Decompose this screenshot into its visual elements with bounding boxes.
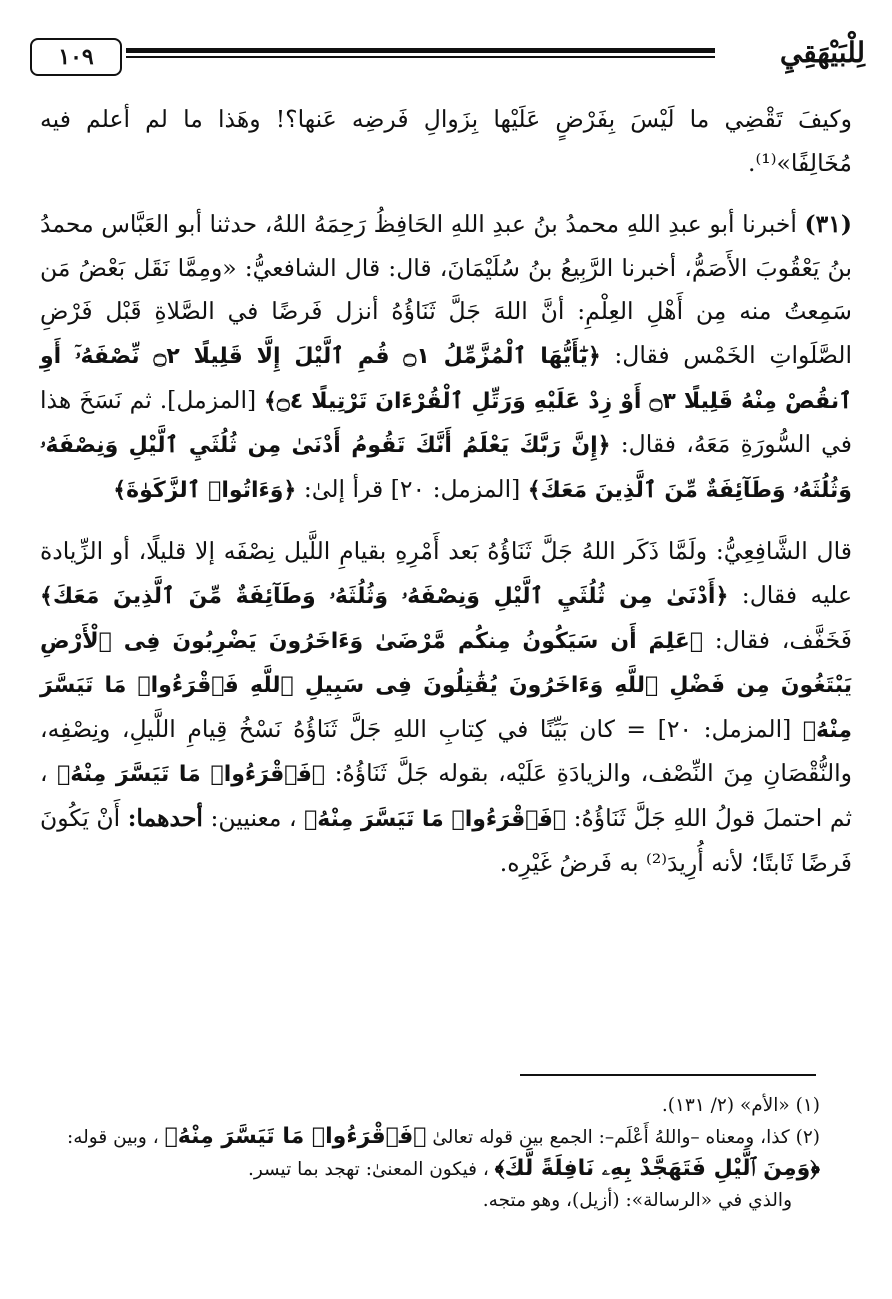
footnote-2: [40, 1121, 820, 1185]
text-run: قال الشَّافِعِيُّ: ولَمَّا ذَكَر اللهُ جَلَّ ثَنَاؤُهُ بَعد أَمْرِهِ بقيامِ اللَّيل نِصْفَه إلا قليلًا، أو الزِّيادة عليه فقال:: [40, 537, 852, 609]
bold-term: أحدهما:: [127, 803, 203, 832]
text-run: ، معنيين:: [210, 803, 297, 832]
text-run: ، وبين قوله:: [67, 1127, 159, 1148]
paragraph-2: [40, 203, 852, 512]
footnote-divider: [520, 1074, 816, 1076]
quran-verse: ﴿وَءَاتُوا۟ ٱلزَّكَوٰةَ﴾: [113, 477, 297, 503]
footnote-2-cont: والذي في «الرسالة»: (أزيل)، وهو متجه.: [482, 1190, 792, 1211]
text-run: [المزمل: ٢٠] قرأ إلىٰ:: [303, 474, 521, 503]
paragraph-1: وكيفَ تَقْضِي ما لَيْسَ بِفَرْضٍ عَلَيْها بِزَوالِ فَرضِه عَنها؟! وهَذا ما لم أعلم فيه مُخَالِفًا»⁽¹⁾.: [40, 105, 852, 177]
footnotes: [40, 1090, 820, 1216]
quran-verse: ﴿فَٱقْرَءُوا۟ مَا تَيَسَّرَ مِنْهُ﴾: [164, 1124, 427, 1149]
quran-verse: ﴿إِنَّ رَبَّكَ يَعْلَمُ أَنَّكَ تَقُومُ أَدْنَىٰ مِن ثُلُثَيِ ٱلَّيْلِ وَنِصْفَهُۥ وَثُلُثَهُۥ وَطَآئِفَةٌ مِّنَ ٱلَّذِينَ مَعَكَ﴾: [40, 433, 852, 503]
page-header: [30, 30, 865, 82]
running-title: لِلْبَيْهَقِيِ: [779, 36, 865, 69]
quran-verse: ﴿يَٰٓأَيُّهَا ٱلْمُزَّمِّلُ ۝١ قُمِ ٱلَّيْلَ إِلَّا قَلِيلًا ۝٢ نِّصْفَهُۥٓ أَوِ ٱنقُصْ مِنْهُ قَلِيلًا ۝٣ أَوْ زِدْ عَلَيْهِ وَرَتِّلِ ٱلْقُرْءَانَ تَرْتِيلًا ۝٤﴾: [40, 343, 852, 414]
quran-verse: ﴿فَٱقْرَءُوا۟ مَا تَيَسَّرَ مِنْهُ﴾: [304, 806, 567, 832]
paragraph-3: [40, 530, 852, 885]
hadith-number: (٣١): [804, 210, 852, 239]
quran-verse: ﴿عَلِمَ أَن سَيَكُونُ مِنكُم مَّرْضَىٰ وَءَاخَرُونَ يَضْرِبُونَ فِى ٱلْأَرْضِ يَبْتَغُونَ مِن فَضْلِ ٱللَّهِ وَءَاخَرُونَ يُقَٰتِلُونَ فِى سَبِيلِ ٱللَّهِ فَٱقْرَءُوا۟ مَا تَيَسَّرَ مِنْهُ﴾: [40, 628, 852, 743]
quran-verse: ﴿أَدْنَىٰ مِن ثُلُثَيِ ٱلَّيْلِ وَنِصْفَهُۥ وَثُلُثَهُۥ وَطَآئِفَةٌ مِّنَ ٱلَّذِينَ مَعَكَ﴾: [40, 583, 729, 609]
main-text: [40, 98, 852, 885]
text-run: (٢) كذا، ومعناه –واللهُ أَعْلَم–: الجمع بين قوله تعالىٰ: [432, 1127, 820, 1148]
text-run: فَخَفَّف، فقال:: [714, 625, 852, 654]
page-number: ١٠٩: [30, 38, 122, 76]
header-rule-thin: [126, 56, 715, 58]
header-rule: [126, 48, 715, 53]
text-run: [المزمل]. ثم نَسَخَ هذا في السُّورَةِ مَعَهُ، فقال:: [40, 385, 852, 459]
quran-verse: ﴿وَمِنَ ٱلَّيْلِ فَتَهَجَّدْ بِهِۦ نَافِلَةً لَّكَ﴾: [494, 1156, 820, 1181]
footnote-1: (١) «الأم» (٢/ ١٣١).: [661, 1095, 820, 1116]
quran-verse: ﴿فَٱقْرَءُوا۟ مَا تَيَسَّرَ مِنْهُ﴾: [57, 762, 326, 788]
text-run: أَنْ يَكُونَ فَرضًا ثَابتًا؛ لأنه أُرِيدَ⁽²⁾ به فَرضُ غَيْرِه.: [40, 803, 852, 877]
text-run: ، ثم احتملَ قولُ اللهِ جَلَّ ثَنَاؤُهُ:: [40, 759, 852, 832]
text-run: [المزمل: ٢٠] = كان بَيِّنًا في كِتابِ اللهِ جَلَّ ثَنَاؤُهُ نَسْخُ قِيامِ اللَّيلِ، ونِصْفِه، والنُّقْصَانِ مِنَ النِّصْف، والزيادَةِ عَلَيْه، بقوله جَلَّ ثَنَاؤُهُ:: [40, 714, 852, 788]
text-run: أخبرنا أبو عبدِ اللهِ محمدُ بنُ عبدِ اللهِ الحَافِظُ رَحِمَهُ اللهُ، حدثنا أبو العَبَّاس محمدُ بنُ يَعْقُوبَ الأَصَمُّ، أخبرنا الرَّبِيعُ بنُ سُلَيْمَانَ، قال: قال الشافعيُّ: «ومِمَّا نَقَل بَعْضُ مَن سَمِعتُ منه مِن أَهْلِ العِلْمِ: أنَّ اللهَ جَلَّ ثَنَاؤُهُ أنزل فَرضًا في الصَّلاةِ قَبْل فَرْضِ الصَّلَواتِ الخَمْس فقال:: [40, 210, 852, 369]
text-run: ، فيكون المعنىٰ: تهجد بما تيسر.: [247, 1159, 489, 1180]
